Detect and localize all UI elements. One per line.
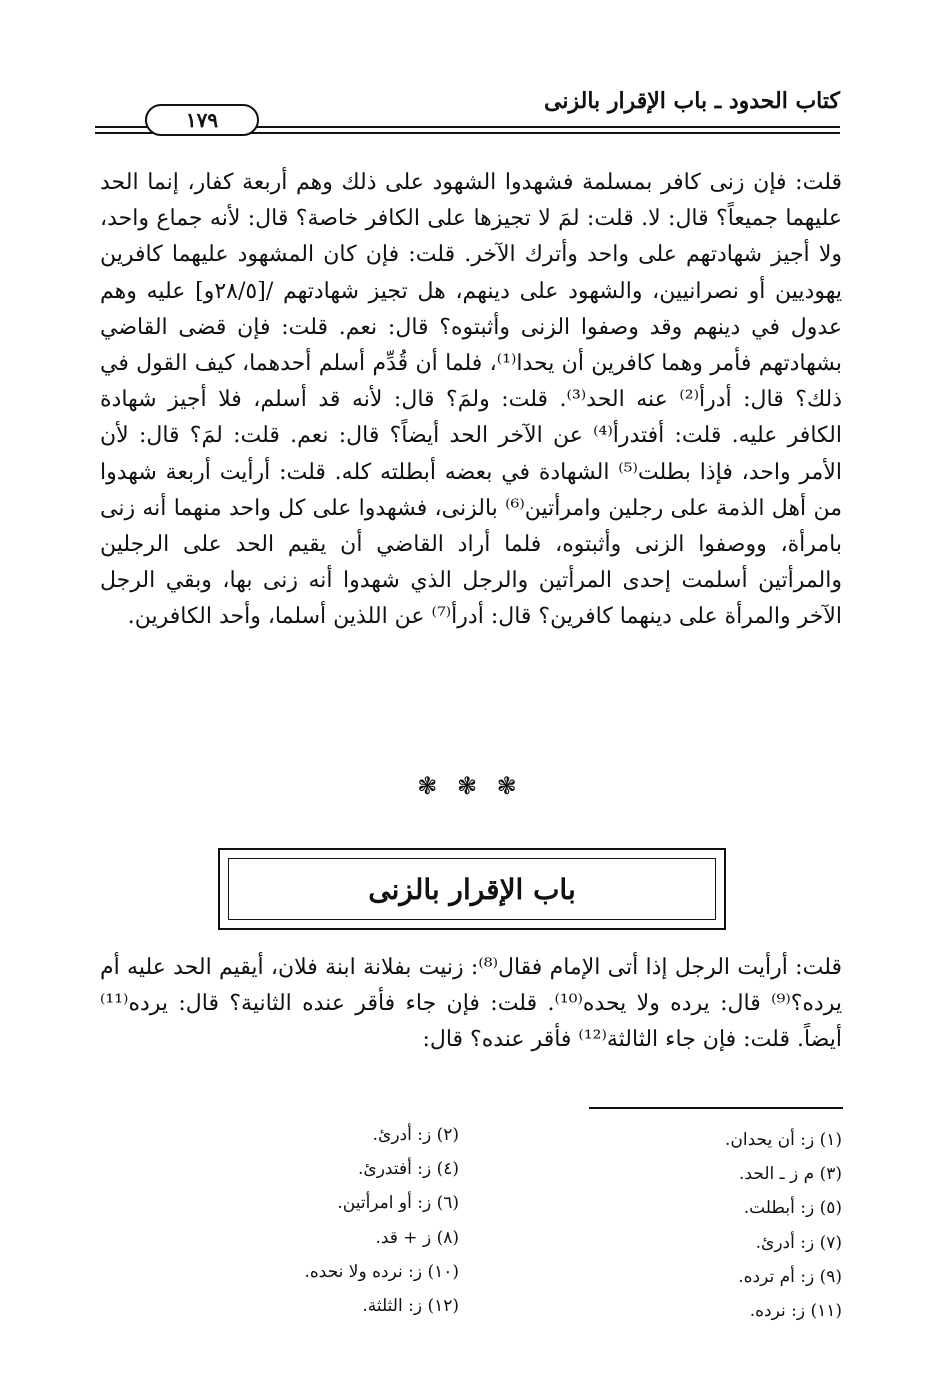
paragraph: قلت: أرأيت الرجل إذا أتى الإمام فقال⁽⁸⁾: زنيت بفلانة ابنة فلان، أيقيم الحد عليه أم يرده؟⁽⁹⁾ قال: يرده ولا يحده⁽¹⁰⁾. قلت: فإن جاء فأقر عنده الثانية؟ قال: يرده⁽¹¹⁾ أيضاً. قلت: فإن جاء الثالثة⁽¹²⁾ فأقر عنده؟ قال: [100, 955, 842, 1053]
page-number: ١٧٩ [185, 108, 219, 132]
chapter-title-frame [218, 848, 726, 930]
running-title: كتاب الحدود ـ باب الإقرار بالزنى [544, 88, 840, 114]
footnote-item: (٢) ز: أدرئ. [372, 1125, 459, 1145]
footnote-item: (١٢) ز: الثلثة. [362, 1296, 459, 1317]
footnote-item: (٣) م ز ـ الحد. [739, 1164, 842, 1185]
footnotes-left-column [199, 1118, 459, 1323]
footnote-item: (٩) ز: أم ترده. [738, 1266, 842, 1287]
footnote-item: (٦) ز: أو امرأتين. [337, 1193, 459, 1214]
footnote-item: (١) ز: أن يحدان. [724, 1130, 842, 1150]
footnotes-right-column [592, 1123, 842, 1328]
page-number-box [145, 104, 259, 136]
chapter-title-inner-frame [228, 858, 716, 920]
section-separator: ❃ ❃ ❃ [417, 772, 523, 800]
page-header [95, 88, 840, 136]
main-text-section-2 [100, 950, 842, 1059]
paragraph: قلت: فإن زنى كافر بمسلمة فشهدوا الشهود على ذلك وهم أربعة كفار، إنما الحد عليهما جميعاً؟ قال: لا. قلت: لمَ لا تجيزها على الكافر خاصة؟ قال: لأنه جماع واحد، ولا أجيز شهادتهم على واحد وأترك الآخر. قلت: فإن كان المشهود عليهما كافرين يهوديين أو نصرانيين، والشهود على دينهم، هل تجيز شهادتهم /[٢٨/٥و] عليه وهم عدول في دينهم وقد وصفوا الزنى وأثبتوه؟ قال: نعم. قلت: فإن قضى القاضي بشهادتهم فأمر وهما كافرين أن يحدا⁽¹⁾، فلما أن قُدِّم أسلم أحدهما، كيف القول في ذلك؟ قال: أدرأ⁽²⁾ عنه الحد⁽³⁾. قلت: ولمَ؟ قال: لأنه قد أسلم، فلا أجيز شهادة الكافر عليه. قلت: أفتدرأ⁽⁴⁾ عن الآخر الحد أيضاً؟ قال: نعم. قلت: لمَ؟ قال: لأن الأمر واحد، فإذا بطلت⁽⁵⁾ الشهادة في بعضه أبطلته كله. قلت: أرأيت أربعة شهدوا من أهل الذمة على رجلين وامرأتين⁽⁶⁾ بالزنى، فشهدوا على كل واحد منهما أنه زنى بامرأة، ووصفوا الزنى وأثبتوه، فلما أراد القاضي أن يقيم الحد على الرجلين والمرأتين أسلمت إحدى المرأتين والرجل الذي شهدوا أنه زنى بها، وبقي الرجل الآخر والمرأة على دينهما كافرين؟ قال: أدرأ⁽⁷⁾ عن اللذين أسلما، وأحد الكافرين. [100, 170, 842, 630]
main-text-section-1 [100, 165, 842, 636]
footnote-item: (٧) ز: أدرئ. [755, 1232, 842, 1253]
chapter-title: باب الإقرار بالزنى [368, 872, 576, 906]
footnote-item: (١١) ز: نرده. [749, 1301, 842, 1322]
footnote-item: (٥) ز: أبطلت. [743, 1198, 842, 1219]
footnote-item: (٨) ز + قد. [375, 1227, 459, 1248]
footnote-rule [589, 1107, 843, 1109]
footnote-item: (١٠) ز: نرده ولا نحده. [304, 1261, 459, 1282]
footnote-item: (٤) ز: أفتدرئ. [358, 1159, 459, 1180]
